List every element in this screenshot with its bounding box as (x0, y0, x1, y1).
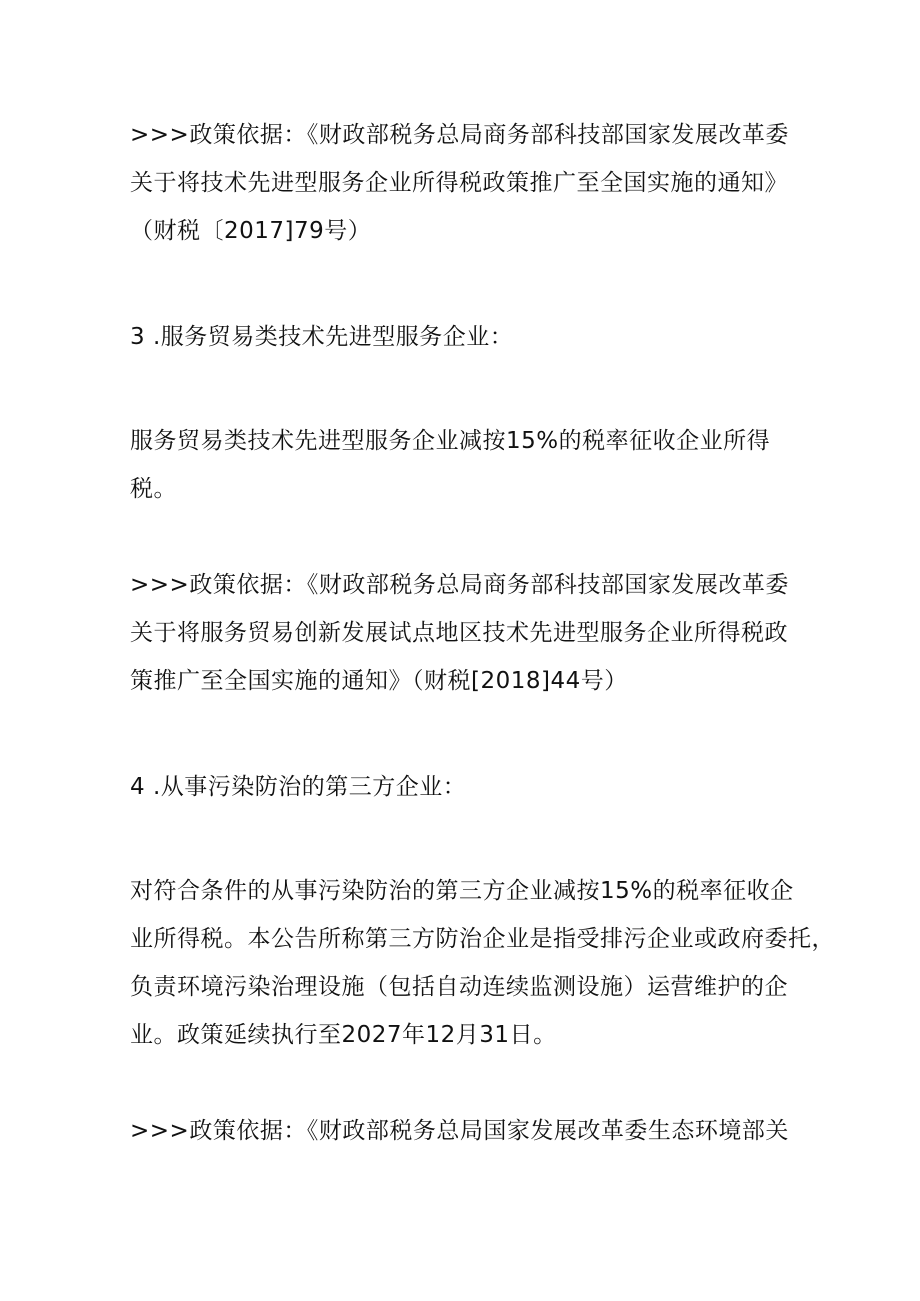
policy-basis-2-line-2: 关于将服务贸易创新发展试点地区技术先进型服务企业所得税政 (130, 620, 788, 646)
body-3-line-1: 服务贸易类技术先进型服务企业减按15%的税率征收企业所得 (130, 428, 771, 454)
policy-basis-3-line-1: >>>政策依据：《财政部税务总局国家发展改革委生态环境部关 (130, 1118, 789, 1144)
body-4-line-1: 对符合条件的从事污染防治的第三方企业减按15%的税率征收企 (130, 878, 794, 904)
policy-basis-2-line-1: >>>政策依据：《财政部税务总局商务部科技部国家发展改革委 (130, 572, 789, 598)
policy-basis-1-line-2: 关于将技术先进型服务企业所得税政策推广至全国实施的通知》 (130, 170, 788, 196)
section-heading-4: 4 .从事污染防治的第三方企业： (130, 774, 467, 800)
body-4-line-2: 业所得税。本公告所称第三方防治企业是指受排污企业或政府委托， (130, 926, 835, 952)
policy-basis-1-line-3: （财税〔2017]79号） (130, 218, 372, 244)
body-4-line-3: 负责环境污染治理设施（包括自动连续监测设施）运营维护的企 (130, 974, 788, 1000)
body-3-line-2: 税。 (130, 476, 177, 502)
policy-basis-2-line-3: 策推广至全国实施的通知》（财税[2018]44号） (130, 668, 628, 694)
body-4-line-4: 业。政策延续执行至2027年12月31日。 (130, 1022, 557, 1048)
policy-basis-1-line-1: >>>政策依据：《财政部税务总局商务部科技部国家发展改革委 (130, 122, 789, 148)
section-heading-3: 3 .服务贸易类技术先进型服务企业： (130, 324, 514, 350)
